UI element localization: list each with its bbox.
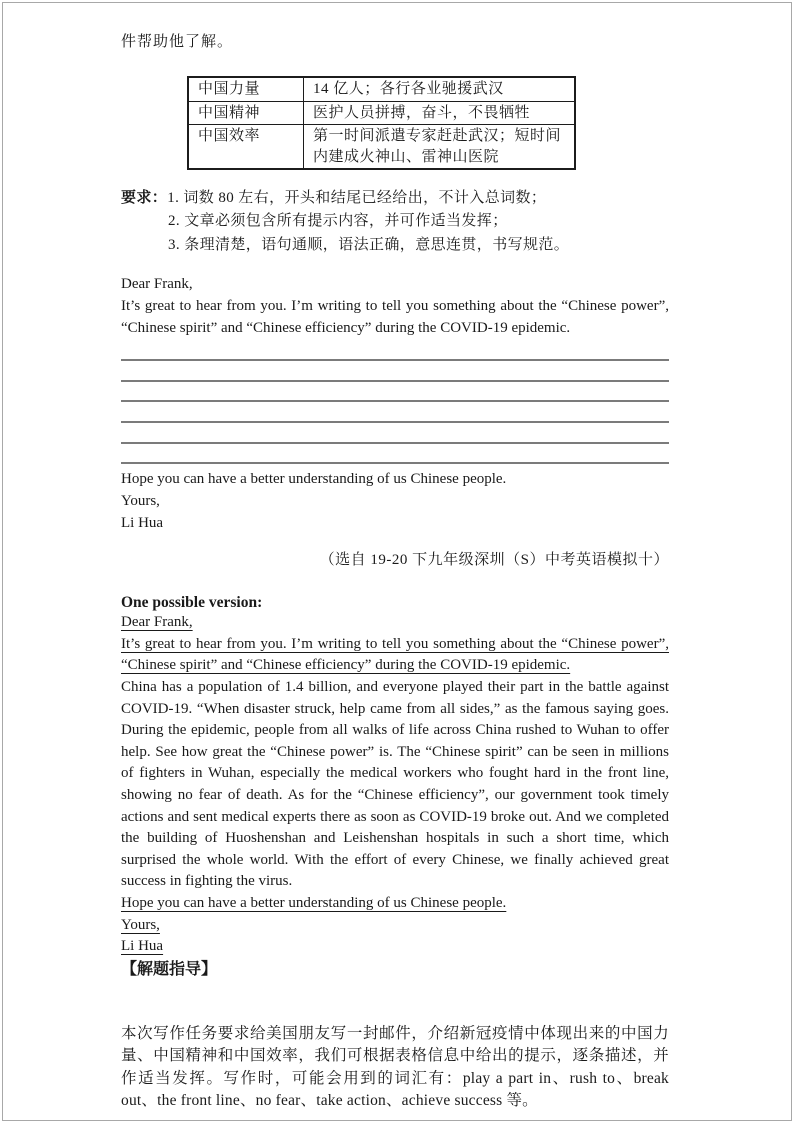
- row-content-cell: 14 亿人；各行各业驰援武汉: [304, 77, 576, 101]
- letter-signature: Li Hua: [121, 515, 164, 532]
- letter-opening: It’s great to hear from you. I’m writing to tell you something about the “Chinese power”, “Chinese spirit” and “Chinese efficiency” during the COVID-19 epidemic.: [121, 298, 669, 337]
- hint-table: [187, 76, 576, 170]
- answer-signature: Li Hua: [121, 938, 164, 955]
- writing-lines: [121, 347, 669, 464]
- letter-template: [121, 273, 669, 339]
- answer-signoff: Yours,: [121, 916, 160, 933]
- writing-line: [121, 444, 669, 465]
- answer-closing: Hope you can have a better understanding of us Chinese people.: [121, 894, 507, 911]
- guidance-text: 本次写作任务要求给美国朋友写一封邮件，介绍新冠疫情中体现出来的中国力量、中国精神和中国效率，我们可根据表格信息中给出的提示，逐条描述，并作适当发挥。写作时，可能会用到的词汇有：play a part in、rush to、break out、the front line、no fear、take action、achieve success 等。: [121, 1024, 669, 1109]
- letter-signoff: Yours,: [121, 493, 160, 510]
- answer-salutation: Dear Frank,: [121, 614, 193, 631]
- requirements-label: 要求：: [121, 190, 168, 206]
- writing-line: [121, 382, 669, 403]
- writing-line: [121, 423, 669, 444]
- requirements: [121, 187, 669, 257]
- page-content: [3, 3, 791, 1112]
- requirement-item: [121, 187, 669, 210]
- table-row: [188, 77, 575, 101]
- row-label-cell: 中国力量: [188, 77, 304, 101]
- table-row: [188, 125, 575, 170]
- guidance-heading: 【解题指导】: [121, 960, 218, 978]
- answer-opening: It’s great to hear from you. I’m writing to tell you something about the “Chinese power”, “Chinese spirit” and “Chinese efficiency” during the COVID-19 epidemic.: [121, 635, 669, 674]
- writing-line: [121, 402, 669, 423]
- letter-closing: Hope you can have a better understanding of us Chinese people.: [121, 471, 507, 488]
- writing-line: [121, 347, 669, 361]
- requirement-item: 3. 条理清楚，语句通顺，语法正确，意思连贯，书写规范。: [168, 236, 570, 253]
- continuation-text: 件帮助他了解。: [121, 34, 234, 50]
- requirement-item: 2. 文章必须包含所有提示内容，并可作适当发挥；: [168, 213, 508, 230]
- table-row: [188, 101, 575, 125]
- row-content-cell: 医护人员拼搏，奋斗，不畏牺牲: [304, 101, 576, 125]
- exam-page: [2, 2, 792, 1121]
- letter-salutation: Dear Frank,: [121, 276, 193, 293]
- row-label-cell: 中国精神: [188, 101, 304, 125]
- sample-answer: [121, 612, 669, 958]
- answer-body: China has a population of 1.4 billion, and everyone played their part in the battle against COVID-19. “When disaster struck, help came from all sides,” as the famous saying goes. During the epidemic, people from all walks of life across China rushed to Wuhan to offer help. See how great the “Chinese power” is. The “Chinese spirit” can be seen in millions of fighters in Wuhan, especially the medical workers who fought hard in the front line, showing no fear of death. As for the “Chinese efficiency”, our government took timely actions and sent medical experts there as soon as COVID-19 broke out. And we completed the building of Huoshenshan and Leishenshan hospitals in such a short time, which surprised the whole world. With the effort of every Chinese, we finally achieved great success in fighting the virus.: [121, 678, 669, 890]
- row-label-cell: 中国效率: [188, 125, 304, 170]
- source-attribution: （选自 19-20 下九年级深圳（S）中考英语模拟十）: [319, 552, 669, 569]
- sample-answer-heading: One possible version:: [121, 594, 263, 612]
- requirement-text: 1. 词数 80 左右，开头和结尾已经给出，不计入总词数；: [167, 190, 547, 206]
- writing-line: [121, 361, 669, 382]
- letter-ending: [121, 468, 669, 534]
- row-content-cell: 第一时间派遣专家赶赴武汉；短时间内建成火神山、雷神山医院: [304, 125, 576, 170]
